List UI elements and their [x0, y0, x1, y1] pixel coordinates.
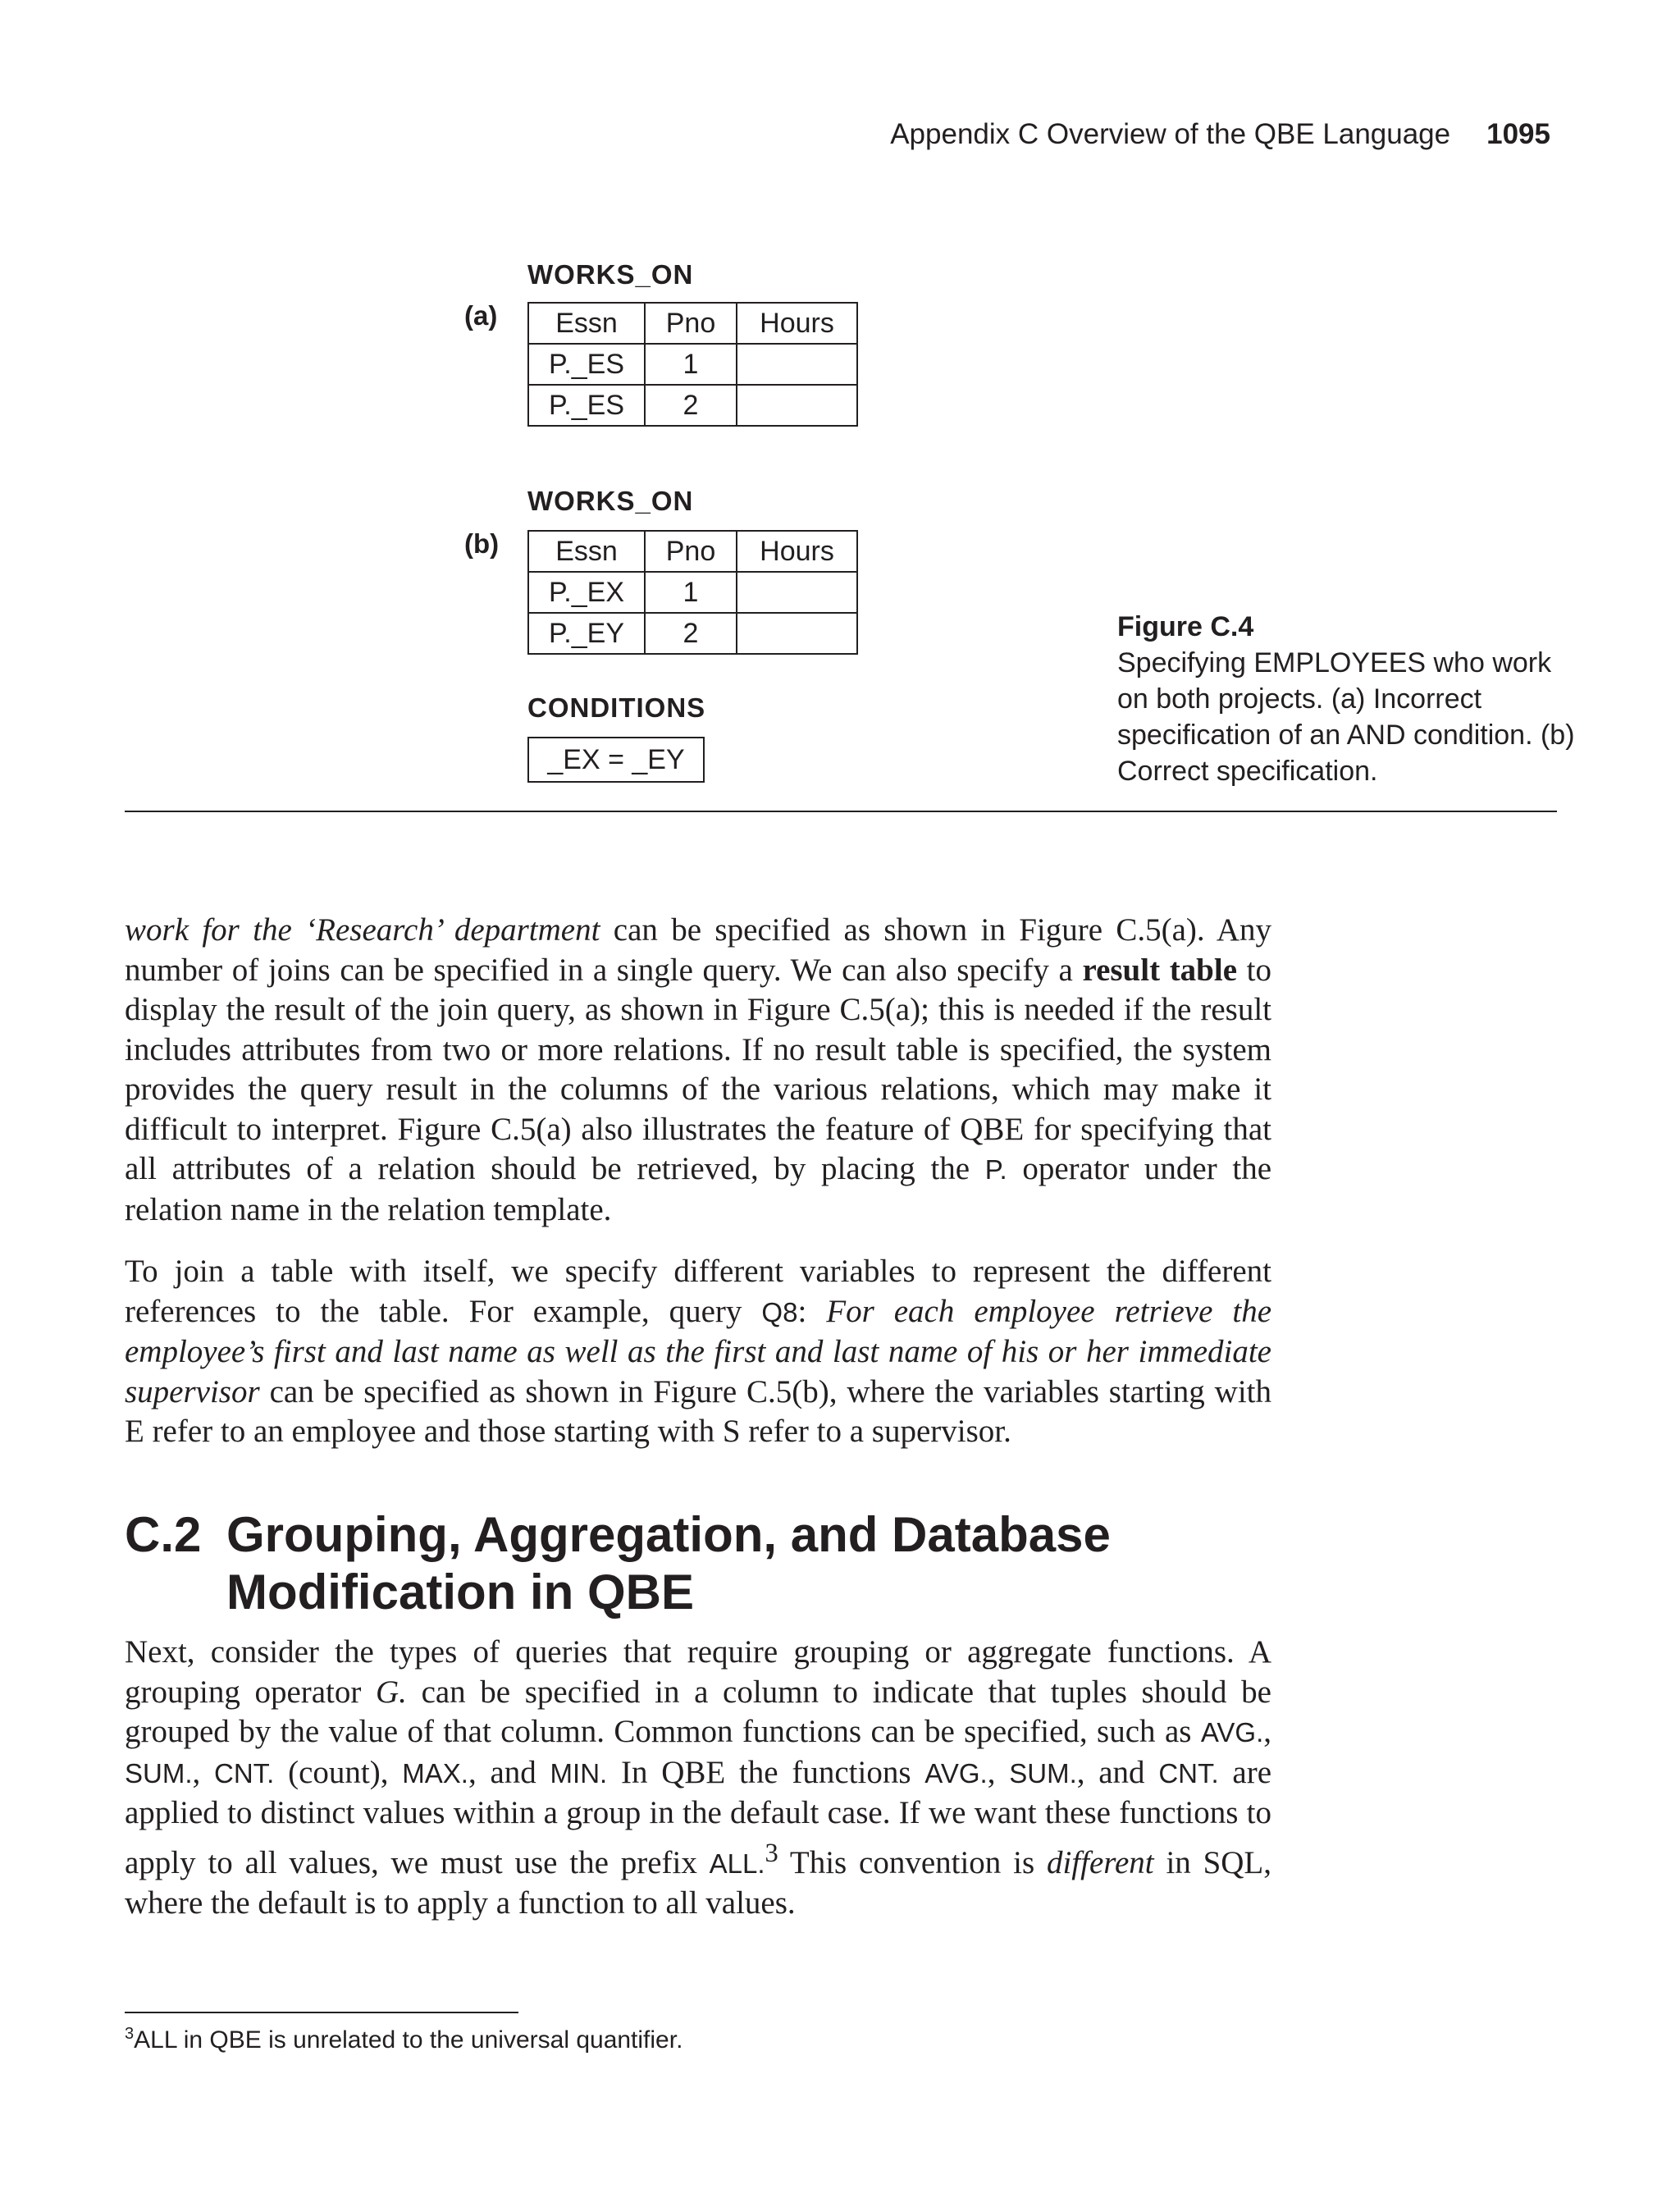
works-on-table-a — [527, 302, 858, 427]
header-essn: Essn — [528, 303, 645, 344]
para1-code: P. — [984, 1154, 1007, 1185]
condition-box: _EX = _EY — [527, 737, 705, 783]
para3-code: CNT. — [1158, 1757, 1219, 1789]
para3-text: , — [987, 1754, 1010, 1790]
para1-text: to display the result of the join query, as shown in Figure C.5(a); this is needed if the result includes attributes from two or more relations. If no result table is specified, the system provides the query result in the columns of the various relations, which may make it difficult to interpret. Figure C.5(a) also illustrates the feature of QBE for specifying that all attributes of a relation should be retrieved, by placing the — [125, 952, 1271, 1186]
table-header-row — [528, 531, 857, 572]
footnote — [125, 2025, 682, 2054]
footnote-divider — [125, 2012, 518, 2013]
cell-pno: 2 — [645, 613, 737, 654]
table-row — [528, 385, 857, 426]
para3-text: , and — [468, 1754, 550, 1790]
cell-essn: P._EY — [528, 613, 645, 654]
cell-pno: 1 — [645, 572, 737, 613]
section-title-line1: Grouping, Aggregation, and Database — [226, 1507, 1111, 1562]
para3-text: , — [1263, 1714, 1271, 1749]
table-row — [528, 344, 857, 385]
para1-text: operator under the relation name in the relation template. — [125, 1151, 1272, 1227]
para1-bold: result table — [1082, 952, 1238, 988]
figure-title: Figure C.4 — [1117, 611, 1254, 642]
para2-text: To join a table with itself, we specify different variables to represent the different references to the table. For example, query — [125, 1254, 1271, 1329]
footnote-reference: 3 — [765, 1838, 778, 1868]
paragraph-2 — [125, 1252, 1271, 1452]
para3-text: can be specified in a column to indicate that tuples should be grouped by the value of that column. Common functions can be specified, such as — [125, 1674, 1271, 1749]
header-hours: Hours — [737, 303, 857, 344]
page-number: 1095 — [1486, 118, 1550, 150]
figure-caption — [1117, 609, 1577, 789]
para3-code: CNT. — [214, 1757, 275, 1789]
paragraph-3 — [125, 1633, 1271, 1924]
works-on-table-b — [527, 530, 858, 655]
para3-code: SUM. — [125, 1757, 193, 1789]
running-head — [890, 118, 1550, 151]
cell-essn: P._EX — [528, 572, 645, 613]
para3-text: (count), — [274, 1754, 403, 1790]
header-hours: Hours — [737, 531, 857, 572]
para2-text: : — [797, 1293, 827, 1329]
para1-italic: work for the ‘Research’ department — [125, 912, 600, 948]
table-row — [528, 613, 857, 654]
para3-text: , and — [1076, 1754, 1159, 1790]
table-name-a: WORKS_ON — [527, 259, 694, 290]
para3-code: SUM. — [1009, 1757, 1077, 1789]
header-pno: Pno — [645, 531, 737, 572]
para3-text: Next, consider the types of queries that require grouping or aggregate functions. A grouping operator — [125, 1634, 1271, 1710]
part-label-a: (a) — [464, 300, 498, 331]
table-header-row — [528, 303, 857, 344]
cell-pno: 1 — [645, 344, 737, 385]
table-row — [528, 572, 857, 613]
cell-hours — [737, 344, 857, 385]
cell-essn: P._ES — [528, 385, 645, 426]
section-heading — [125, 1506, 1111, 1621]
cell-hours — [737, 613, 857, 654]
para2-italic: For each employee retrieve the employee’s first and last name as well as the first and last name of his or her immediate supervisor — [125, 1293, 1272, 1409]
para3-text: This convention is — [778, 1844, 1047, 1880]
para3-code: MIN. — [550, 1757, 608, 1789]
para3-code: AVG. — [1200, 1717, 1264, 1747]
para3-text: In QBE the functions — [607, 1754, 925, 1790]
para3-text: , — [192, 1754, 215, 1790]
header-essn: Essn — [528, 531, 645, 572]
para3-code: ALL. — [709, 1848, 765, 1879]
para3-code: AVG. — [924, 1757, 988, 1789]
para3-code: MAX. — [402, 1757, 468, 1789]
footnote-mark: 3 — [125, 2025, 135, 2043]
footnote-text: ALL in QBE is unrelated to the universal quantifier. — [134, 2026, 683, 2054]
table-name-b: WORKS_ON — [527, 486, 694, 516]
para1-text: can be specified as shown in Figure C.5(a). Any number of joins can be specified in a single query. We can also specify a — [125, 912, 1272, 988]
paragraph-1 — [125, 911, 1271, 1230]
cell-hours — [737, 385, 857, 426]
para3-text: in SQL, where the default is to apply a function to all values. — [125, 1844, 1272, 1921]
cell-essn: P._ES — [528, 344, 645, 385]
para3-text: are applied to distinct values within a group in the default case. If we want these functions to apply to all values, we must use the prefix — [125, 1754, 1272, 1880]
section-number: C.2 — [125, 1507, 202, 1562]
cell-pno: 2 — [645, 385, 737, 426]
header-pno: Pno — [645, 303, 737, 344]
para3-italic: G. — [376, 1674, 407, 1710]
para2-text: can be specified as shown in Figure C.5(b), where the variables starting with E refer to an employee and those starting with S refer to a supervisor. — [125, 1373, 1271, 1449]
figure-divider — [125, 811, 1557, 812]
conditions-title: CONDITIONS — [527, 692, 706, 723]
section-title-line2: Modification in QBE — [226, 1565, 694, 1620]
cell-hours — [737, 572, 857, 613]
figure-caption-text: Specifying EMPLOYEES who work on both projects. (a) Incorrect specification of an AND condition. (b) Correct specification. — [1117, 647, 1575, 787]
para3-italic: different — [1046, 1844, 1154, 1880]
para2-code: Q8 — [761, 1296, 798, 1327]
running-head-title: Appendix C Overview of the QBE Language — [890, 118, 1451, 150]
part-label-b: (b) — [464, 528, 500, 559]
